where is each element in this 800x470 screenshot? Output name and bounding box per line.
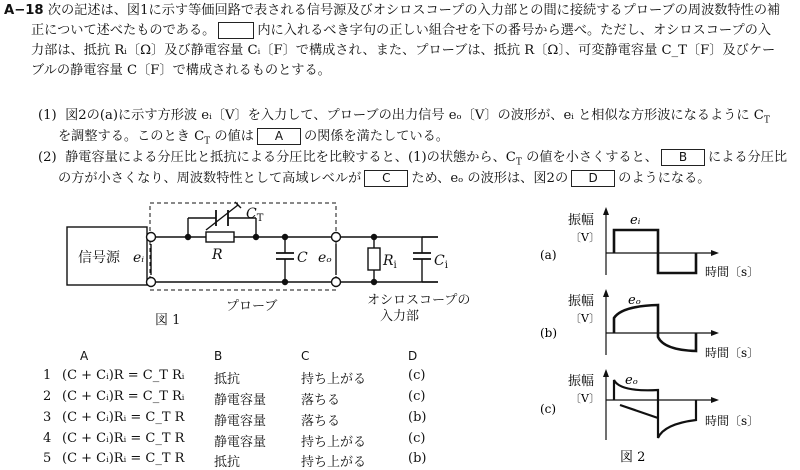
eo-label: eₒ: [318, 250, 332, 266]
answer-b: 静電容量: [214, 393, 267, 408]
probe-dashed-box: [150, 203, 336, 290]
answer-num[interactable]: 5: [43, 451, 52, 466]
figure-2-caption: 図 2: [620, 450, 646, 465]
panel-c-signal: eₒ: [625, 373, 638, 388]
blank-a: A: [257, 128, 301, 145]
answer-a: (C + Cᵢ)Rᵢ = C_T R: [62, 451, 185, 466]
answer-d: (b): [408, 451, 427, 466]
panel-a-ylabel: 振幅: [568, 213, 595, 228]
c-label: C: [297, 250, 308, 266]
panel-b-ylabel: 振幅: [568, 294, 595, 309]
resistor-r: [206, 232, 234, 242]
answer-d: (c): [408, 368, 426, 383]
question-line-1: A−18 次の記述は、図1に示す等価回路で表される信号源及びオシロスコープの入力部との間に接続するプローブの周波数特性の補: [4, 3, 781, 18]
panel-c-xlabel: 時間〔s〕: [705, 414, 760, 428]
blank-b: B: [661, 149, 705, 166]
signal-source-label: 信号源: [78, 250, 120, 266]
panel-b-label: (b): [540, 326, 558, 340]
answer-a: (C + Cᵢ)Rᵢ = C_T R: [62, 410, 185, 425]
figure-1-labels: [78, 206, 470, 328]
answer-b: 抵抗: [214, 372, 241, 387]
panel-c-label: (c): [540, 402, 557, 416]
waveform-c-overshoot: [614, 380, 696, 438]
scope-label-2: 入力部: [380, 309, 420, 324]
answer-header-b: B: [214, 349, 223, 363]
waveform-panel-c: [540, 369, 759, 440]
blank-d: D: [571, 170, 615, 187]
panel-c-yunit: 〔V〕: [570, 392, 600, 405]
answer-num[interactable]: 4: [43, 431, 52, 446]
answer-num[interactable]: 3: [43, 410, 52, 425]
waveform-a-square: [614, 230, 696, 273]
probe-label: プローブ: [226, 299, 278, 314]
scope-label-1: オシロスコープの: [367, 293, 471, 308]
answer-a: (C + Cᵢ)R = C_T Rᵢ: [62, 368, 185, 383]
figure-1-caption: 図 1: [155, 313, 181, 328]
panel-b-signal: eₒ: [628, 293, 641, 308]
answer-c: 落ちる: [301, 393, 341, 408]
panel-a-xlabel: 時間〔s〕: [705, 265, 760, 279]
waveform-b-rounded: [614, 305, 696, 351]
question-line-2: 正について述べたものである。 内に入れるべき字句の正しい組合せを下の番号から選べ。ただし、オシロスコープの入: [31, 23, 772, 38]
figure-2: [540, 207, 759, 465]
answer-a: (C + Cᵢ)Rᵢ = C_T R: [62, 431, 185, 446]
answer-d: (c): [408, 389, 426, 404]
answer-b: 静電容量: [214, 435, 267, 450]
ci-label: $C_i$: [434, 253, 448, 271]
ct-label: $C_T$: [246, 206, 264, 224]
item-1-line-1: (1) 図2の(a)に示す方形波 eᵢ〔V〕を入力して、プローブの出力信号 eₒ〔V〕の波形が、eᵢ と相似な方形波になるように $C_T$: [38, 108, 770, 126]
terminal-eo-top: [332, 233, 341, 242]
answer-header-d: D: [408, 349, 418, 363]
answer-d: (c): [408, 431, 426, 446]
answer-c: 持ち上がる: [301, 372, 367, 387]
answer-num[interactable]: 1: [43, 368, 52, 383]
terminal-ei-top: [147, 233, 156, 242]
ri-label: $R_i$: [383, 253, 397, 271]
question-line-3: 力部は、抵抗 Rᵢ〔Ω〕及び静電容量 Cᵢ〔F〕で構成され、また、プローブは、抵抗 R〔Ω〕、可変静電容量 C_T〔F〕及びケー: [31, 43, 776, 58]
blank-c: C: [364, 170, 408, 187]
item-2-line-1: (2) 静電容量による分圧比と抵抗による分圧比を比較すると、(1)の状態から、$C_T$ の値を小さくすると、 B による分圧比: [38, 150, 788, 168]
question-id: A−18: [4, 3, 44, 18]
answer-c: 持ち上がる: [301, 455, 367, 470]
answer-b: 抵抗: [214, 455, 241, 470]
answer-d: (b): [408, 410, 427, 425]
r-label: R: [212, 247, 223, 263]
terminal-ei-bottom: [147, 278, 156, 287]
answer-num[interactable]: 2: [43, 389, 52, 404]
waveform-panel-b: [540, 289, 759, 360]
item-1-line-2: を調整する。このとき $C_T$ の値は A の関係を満たしている。: [58, 129, 449, 147]
panel-a-signal: eᵢ: [630, 213, 641, 228]
answer-header-c: C: [301, 349, 310, 363]
ei-label: eᵢ: [133, 250, 145, 266]
waveform-panel-a: [540, 207, 759, 279]
answer-c: 落ちる: [301, 414, 341, 429]
answer-c: 持ち上がる: [301, 435, 367, 450]
answer-b: 静電容量: [214, 414, 267, 429]
panel-a-yunit: 〔V〕: [570, 231, 600, 244]
panel-a-label: (a): [540, 248, 557, 262]
resistor-ri: [368, 248, 380, 270]
answer-header-a: A: [80, 349, 89, 363]
question-line-4: ブルの静電容量 C〔F〕で構成されるものとする。: [31, 63, 331, 78]
answer-a: (C + Cᵢ)R = C_T Rᵢ: [62, 389, 185, 404]
panel-c-ylabel: 振幅: [568, 374, 595, 389]
panel-b-yunit: 〔V〕: [570, 312, 600, 325]
panel-b-xlabel: 時間〔s〕: [705, 346, 760, 360]
terminal-eo-bottom: [332, 278, 341, 287]
item-2-line-2: の方が小さくなり、周波数特性として高域レベルが C ため、eₒ の波形は、図2の D のようになる。: [58, 171, 711, 186]
